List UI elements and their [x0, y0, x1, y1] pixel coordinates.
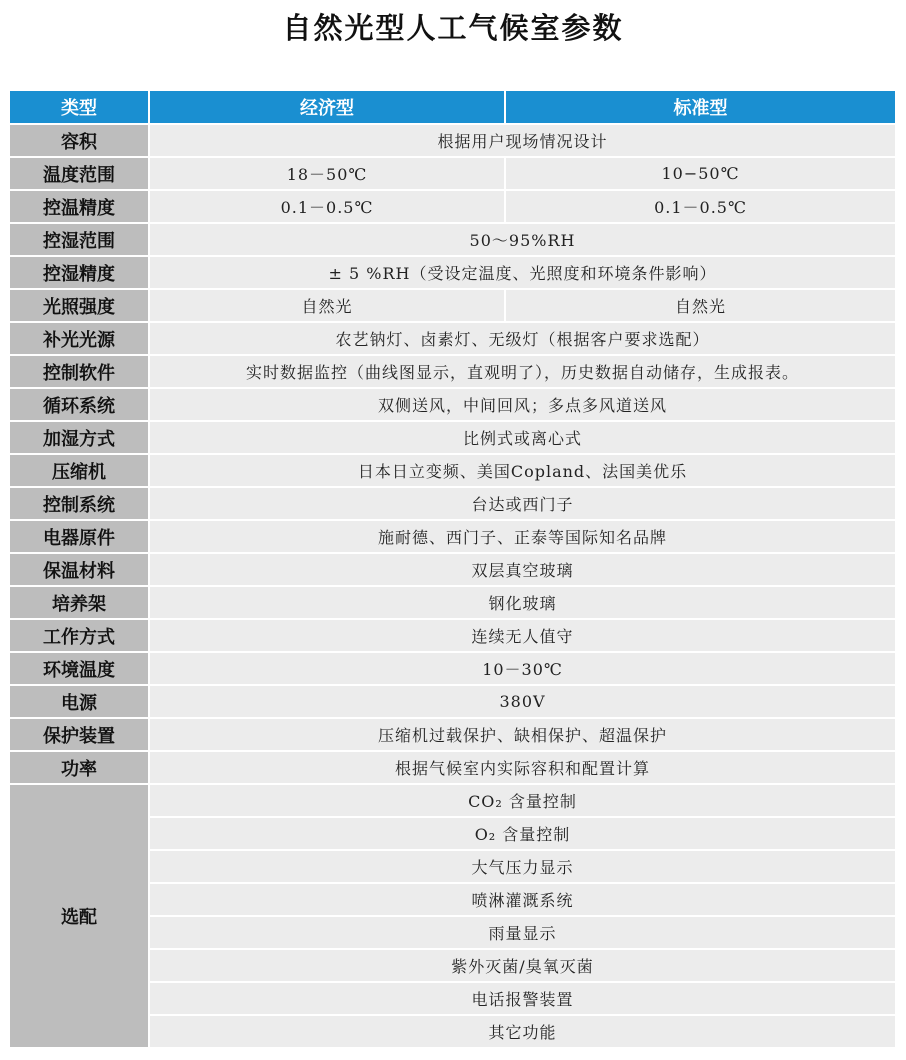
row-label: 温度范围	[10, 158, 150, 191]
row-label: 容积	[10, 125, 150, 158]
row-label: 培养架	[10, 587, 150, 620]
option-item: 紫外灭菌/臭氧灭菌	[150, 950, 895, 983]
table-row	[10, 587, 895, 620]
row-label: 电器原件	[10, 521, 150, 554]
table-row	[10, 653, 895, 686]
header-type: 类型	[10, 91, 150, 125]
row-label: 补光光源	[10, 323, 150, 356]
row-value: 双层真空玻璃	[150, 554, 895, 587]
table-row	[10, 620, 895, 653]
option-item: 大气压力显示	[150, 851, 895, 884]
option-item: 电话报警装置	[150, 983, 895, 1016]
row-label: 控温精度	[10, 191, 150, 224]
table-row	[10, 521, 895, 554]
row-value: 根据用户现场情况设计	[150, 125, 895, 158]
row-value: 台达或西门子	[150, 488, 895, 521]
row-value-economy: 0.1－0.5℃	[150, 191, 506, 224]
option-row	[10, 785, 895, 818]
row-label: 循环系统	[10, 389, 150, 422]
row-label: 电源	[10, 686, 150, 719]
row-value: 钢化玻璃	[150, 587, 895, 620]
row-value: 380V	[150, 686, 895, 719]
row-label: 环境温度	[10, 653, 150, 686]
row-value-standard: 10−50℃	[506, 158, 895, 191]
table-row	[10, 158, 895, 191]
row-label: 加湿方式	[10, 422, 150, 455]
row-label: 控制软件	[10, 356, 150, 389]
row-value: 实时数据监控（曲线图显示，直观明了），历史数据自动储存，生成报表。	[150, 356, 895, 389]
row-value: 日本日立变频、美国Copland、法国美优乐	[150, 455, 895, 488]
row-value: 施耐德、西门子、正泰等国际知名品牌	[150, 521, 895, 554]
table-row	[10, 719, 895, 752]
table-row	[10, 422, 895, 455]
row-value: 50～95%RH	[150, 224, 895, 257]
row-value-standard: 0.1－0.5℃	[506, 191, 895, 224]
table-header-row	[10, 91, 895, 125]
table-row	[10, 455, 895, 488]
page-title: 自然光型人工气候室参数	[282, 11, 624, 45]
row-value: 农艺钠灯、卤素灯、无级灯（根据客户要求选配）	[150, 323, 895, 356]
table-row	[10, 752, 895, 785]
row-value-economy: 18－50℃	[150, 158, 506, 191]
table-row	[10, 125, 895, 158]
row-value: 比例式或离心式	[150, 422, 895, 455]
option-item: CO₂ 含量控制	[150, 785, 895, 818]
row-label: 功率	[10, 752, 150, 785]
table-row	[10, 686, 895, 719]
table-row	[10, 356, 895, 389]
option-item: 其它功能	[150, 1016, 895, 1049]
row-label: 工作方式	[10, 620, 150, 653]
header-standard: 标准型	[506, 91, 895, 125]
table-row	[10, 224, 895, 257]
row-label: 控湿精度	[10, 257, 150, 290]
table-row	[10, 257, 895, 290]
row-value: 10－30℃	[150, 653, 895, 686]
options-label: 选配	[10, 785, 150, 1049]
table-row	[10, 191, 895, 224]
row-label: 压缩机	[10, 455, 150, 488]
option-item: O₂ 含量控制	[150, 818, 895, 851]
row-value: 根据气候室内实际容积和配置计算	[150, 752, 895, 785]
option-item: 喷淋灌溉系统	[150, 884, 895, 917]
table-row	[10, 488, 895, 521]
row-value: 压缩机过载保护、缺相保护、超温保护	[150, 719, 895, 752]
spec-table	[10, 91, 895, 1049]
row-value: 连续无人值守	[150, 620, 895, 653]
row-value: ± 5 %RH（受设定温度、光照度和环境条件影响）	[150, 257, 895, 290]
row-label: 保温材料	[10, 554, 150, 587]
row-label: 光照强度	[10, 290, 150, 323]
row-value: 双侧送风，中间回风；多点多风道送风	[150, 389, 895, 422]
table-row	[10, 323, 895, 356]
option-item: 雨量显示	[150, 917, 895, 950]
row-label: 控湿范围	[10, 224, 150, 257]
row-label: 控制系统	[10, 488, 150, 521]
row-label: 保护装置	[10, 719, 150, 752]
row-value-economy: 自然光	[150, 290, 506, 323]
table-row	[10, 290, 895, 323]
table-row	[10, 389, 895, 422]
table-row	[10, 554, 895, 587]
row-value-standard: 自然光	[506, 290, 895, 323]
header-economy: 经济型	[150, 91, 506, 125]
